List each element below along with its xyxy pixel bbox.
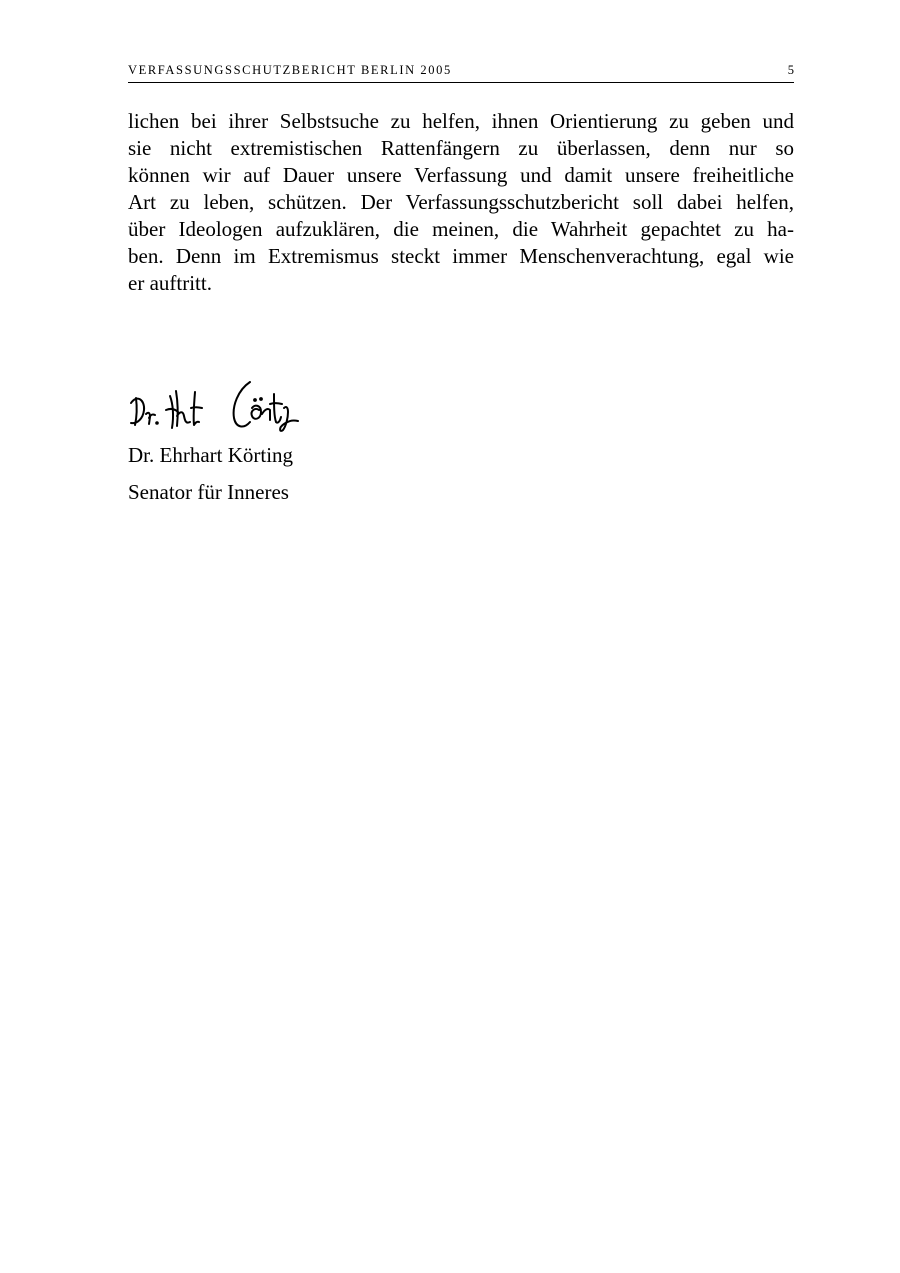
signer-name: Dr. Ehrhart Körting <box>128 443 294 467</box>
handwritten-signature <box>128 376 314 434</box>
paragraph-line: ben. Denn im Extremismus steckt immer Menschenverachtung, egal wie <box>128 244 794 268</box>
page-header <box>128 62 794 83</box>
paragraph-line: er auftritt. <box>128 271 212 295</box>
body-paragraph <box>128 108 794 297</box>
page-number: 5 <box>787 63 794 77</box>
paragraph-line: lichen bei ihrer Selbstsuche zu helfen, ihnen Orientierung zu geben und <box>128 109 794 133</box>
paragraph-line: Art zu leben, schützen. Der Verfassungsschutzbericht soll dabei helfen, <box>128 190 794 214</box>
running-title: VERFASSUNGSSCHUTZBERICHT BERLIN 2005 <box>128 63 452 77</box>
paragraph-line: können wir auf Dauer unsere Verfassung und damit unsere freiheitliche <box>128 163 794 187</box>
paragraph-line: sie nicht extremistischen Rattenfängern zu überlassen, denn nur so <box>128 136 794 160</box>
signer-title: Senator für Inneres <box>128 480 289 504</box>
paragraph-line: über Ideologen aufzuklären, die meinen, die Wahrheit gepachtet zu ha- <box>128 217 794 241</box>
